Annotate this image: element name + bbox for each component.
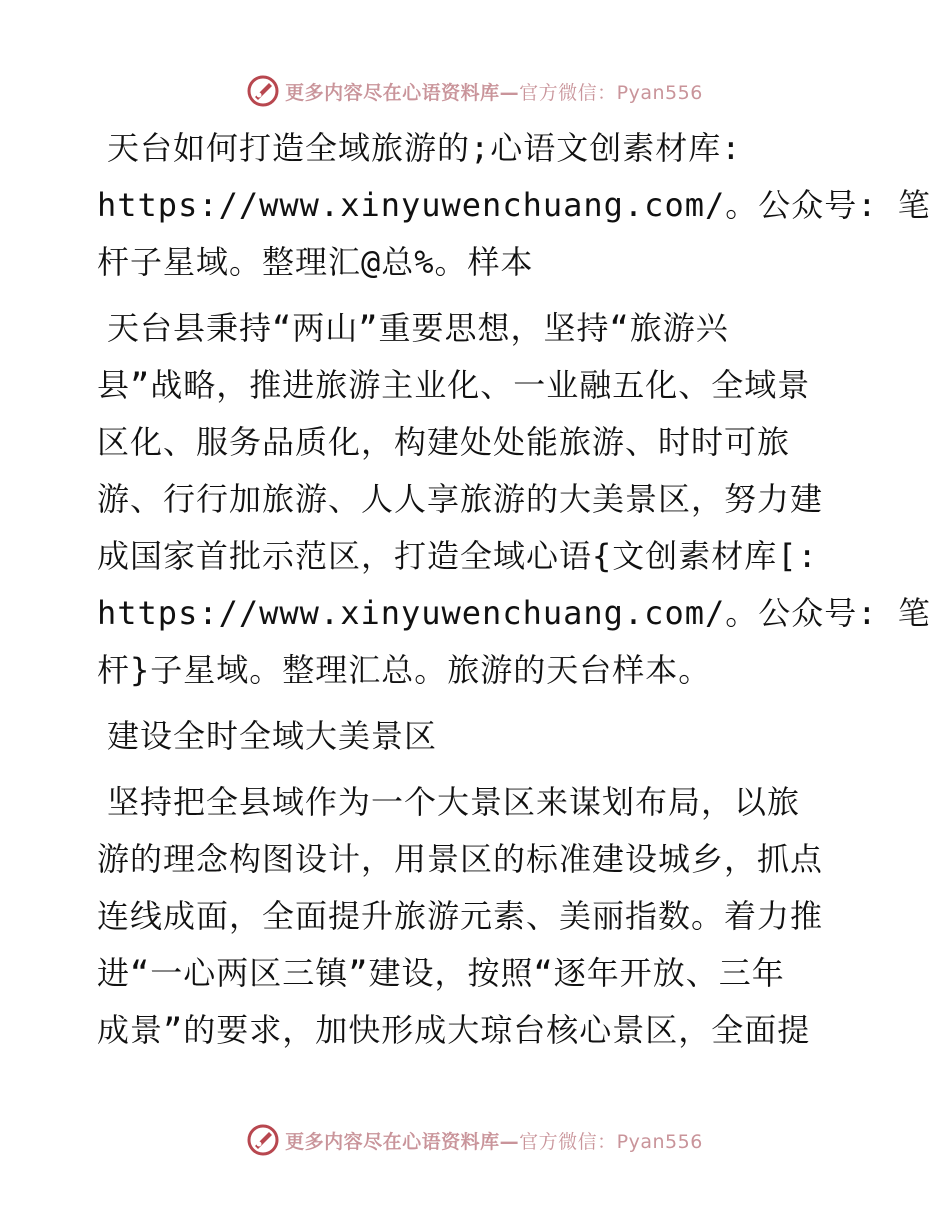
text-line: 杆}子星域。整理汇总。旅游的天台样本。: [97, 651, 712, 689]
paragraph: [97, 120, 931, 291]
section-heading: [97, 708, 857, 765]
banner-main-text: 更多内容尽在心语资料库—: [285, 1130, 520, 1153]
document-body: [97, 120, 931, 1068]
text-line: 坚持把全县域作为一个大景区来谋划布局，以旅: [107, 783, 801, 821]
text-line: https://www.xinyuwenchuang.com/。公众号: 笔: [97, 186, 931, 224]
text-line: 杆子星域。整理汇@总%。样本: [97, 243, 534, 281]
text-line: 县”战略，推进旅游主业化、一业融五化、全域景: [97, 366, 811, 404]
brand-logo-icon: [247, 1124, 279, 1156]
banner-wechat-text: 官方微信：Pyan556: [519, 81, 703, 104]
banner-main-text: 更多内容尽在心语资料库—: [285, 81, 520, 104]
footer-banner: [0, 1120, 950, 1160]
text-line: 游、行行加旅游、人人享旅游的大美景区，努力建: [97, 480, 824, 518]
paragraph: [97, 774, 857, 1059]
text-line: 天台县秉持“两山”重要思想，坚持“旅游兴: [107, 309, 729, 347]
banner-text: [285, 78, 703, 105]
text-line: 天台如何打造全域旅游的;心语文创素材库:: [107, 129, 742, 167]
brand-logo-icon: [247, 75, 279, 107]
text-line: 进“一心两区三镇”建设，按照“逐年开放、三年: [97, 954, 785, 992]
text-line: 成景”的要求，加快形成大琼台核心景区，全面提: [97, 1011, 811, 1049]
banner-wechat-text: 官方微信：Pyan556: [519, 1130, 703, 1153]
text-line: 区化、服务品质化，构建处处能旅游、时时可旅: [97, 423, 791, 461]
header-banner: [0, 71, 950, 111]
banner-text: [285, 1127, 703, 1154]
text-line: https://www.xinyuwenchuang.com/。公众号: 笔: [97, 594, 931, 632]
text-line: 成国家首批示范区，打造全域心语{文创素材库[:: [97, 537, 818, 575]
paragraph: [97, 300, 931, 699]
text-line: 连线成面，全面提升旅游元素、美丽指数。着力推: [97, 897, 824, 935]
text-line: 建设全时全域大美景区: [107, 717, 438, 755]
text-line: 游的理念构图设计，用景区的标准建设城乡，抓点: [97, 840, 824, 878]
